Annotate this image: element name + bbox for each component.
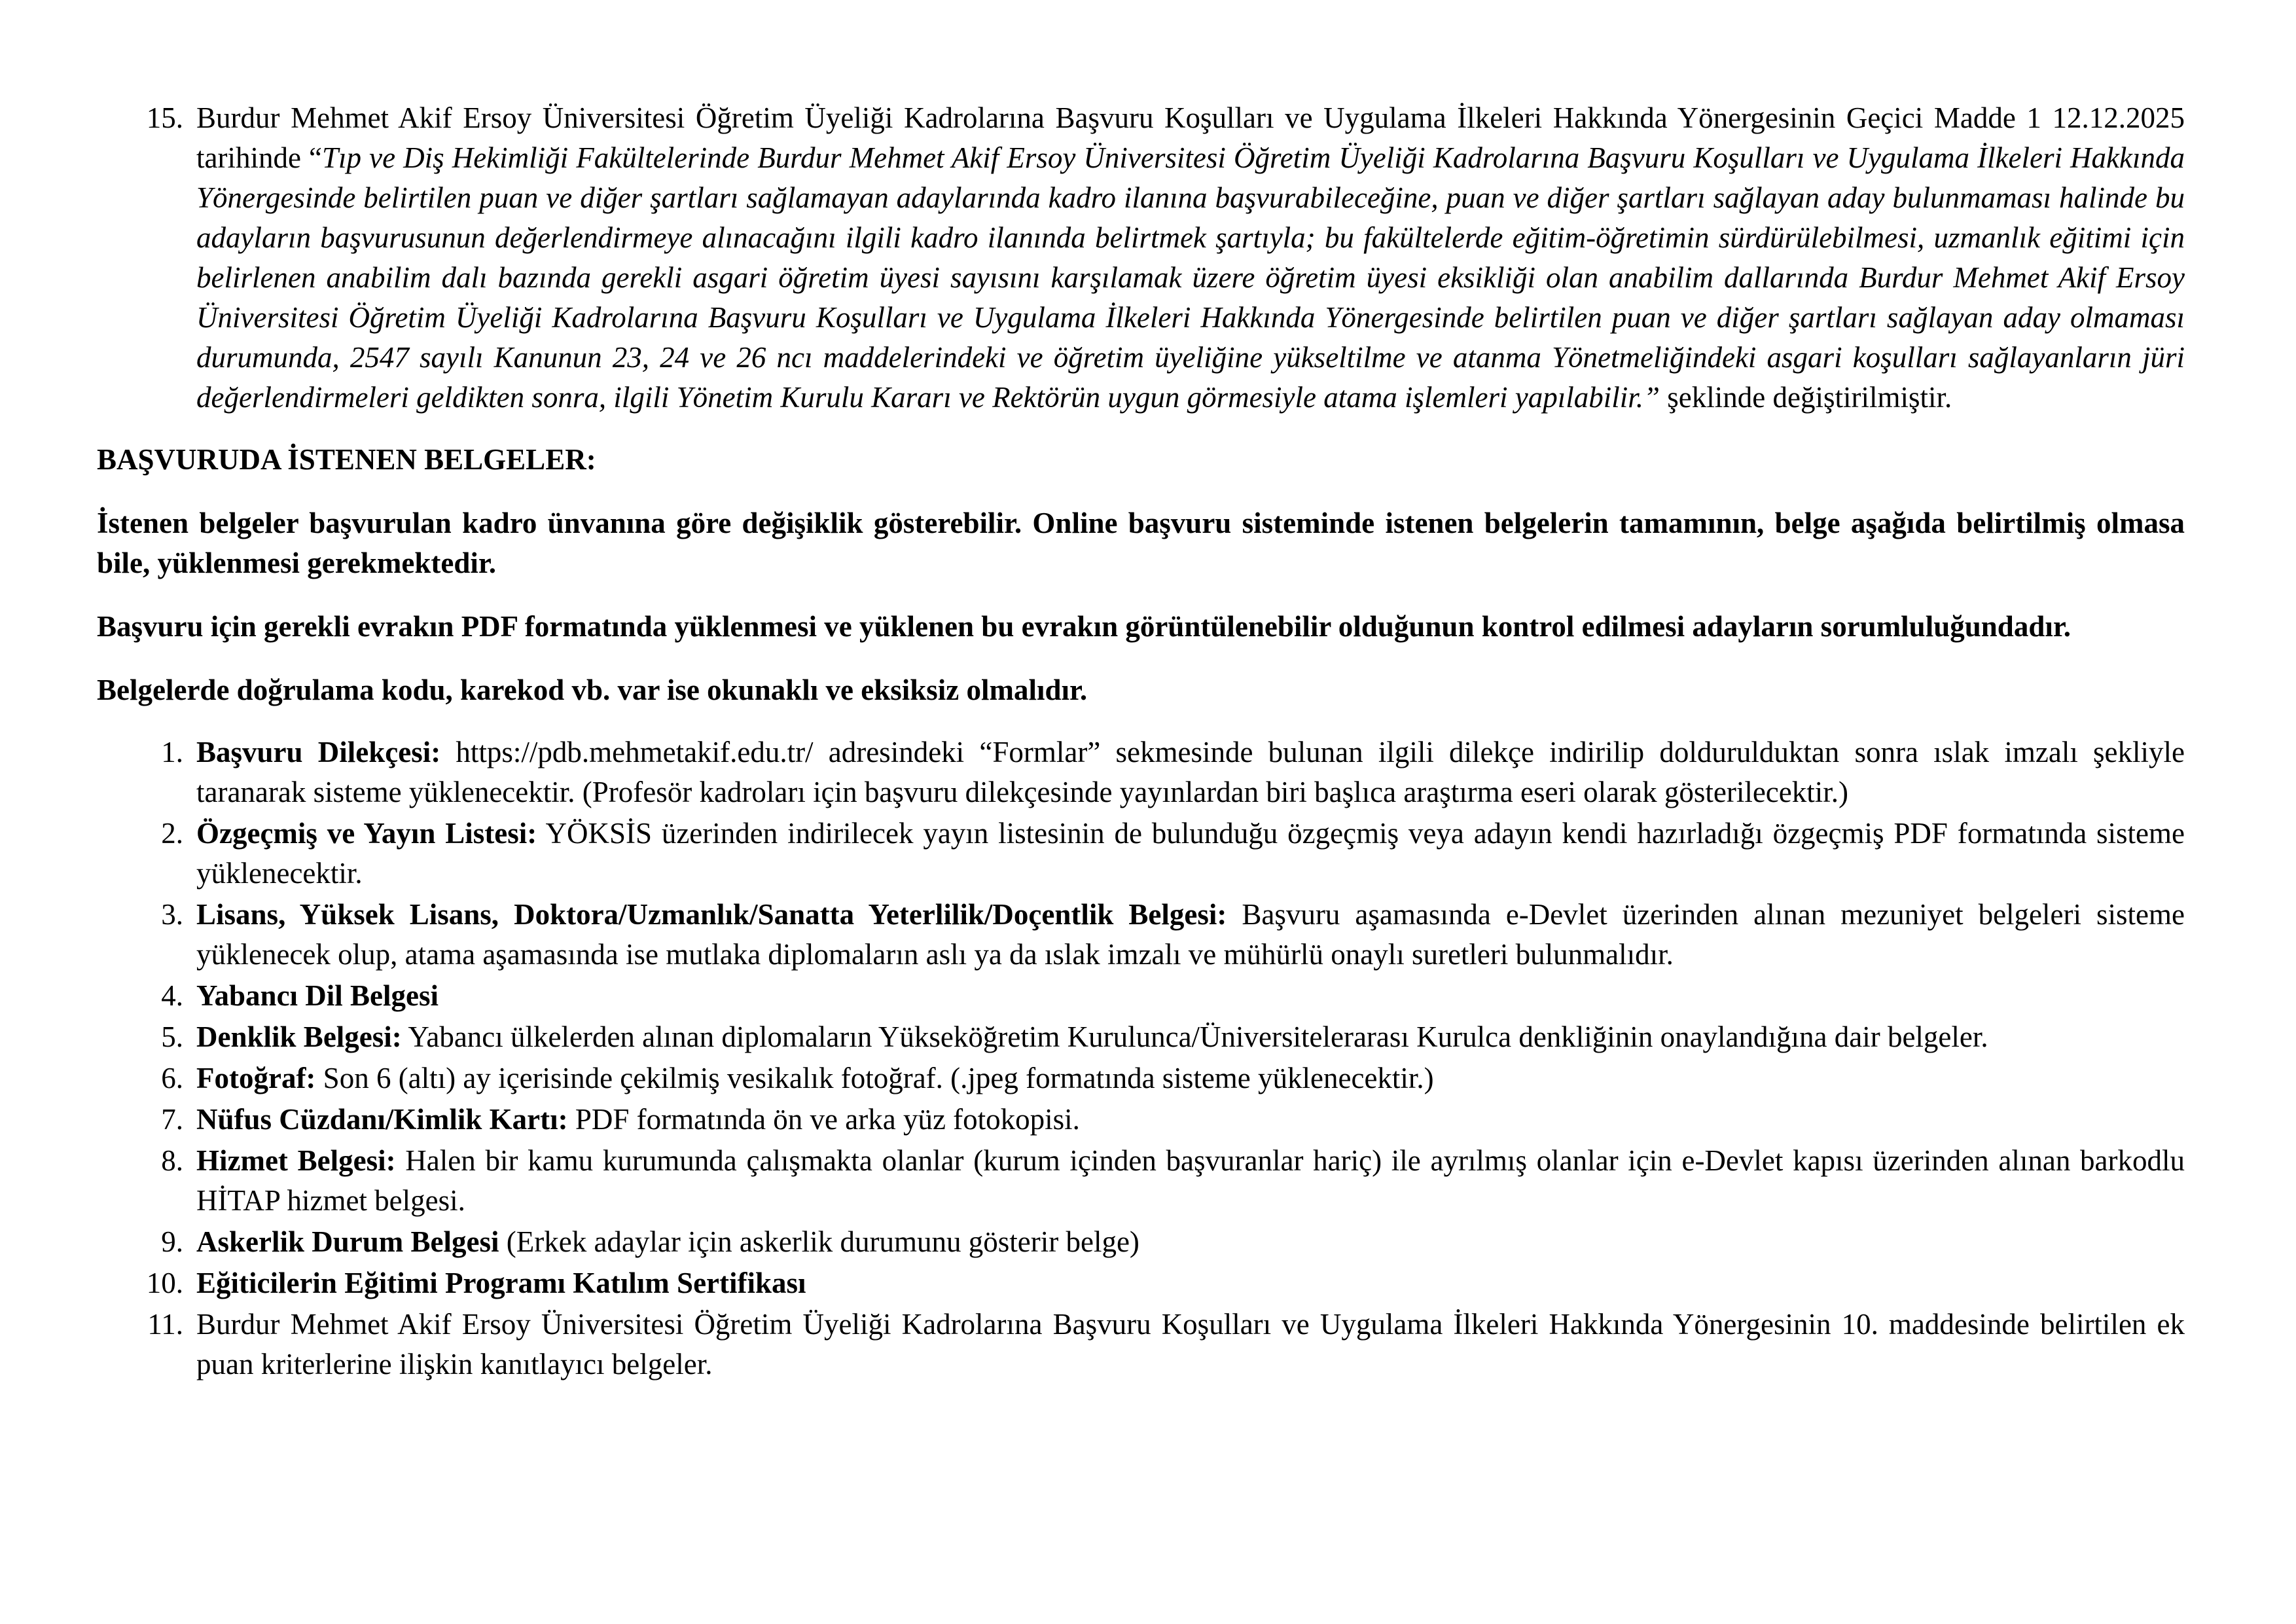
note-paragraph: İstenen belgeler başvurulan kadro ünvanına göre değişiklik gösterebilir. Online başvuru sisteminde istenen belgelerin tamamının, belge aşağıda belirtilmiş olmasa bile, yüklenmesi gerekmektedir. [97, 507, 2185, 579]
document-item [97, 1263, 2185, 1303]
document-item [97, 1305, 2185, 1384]
document-item [97, 1141, 2185, 1221]
document-title: Hizmet Belgesi: [196, 1144, 396, 1177]
list-item-number: 9. [161, 1225, 183, 1258]
document-item [97, 732, 2185, 812]
note-paragraph: Başvuru için gerekli evrakın PDF formatında yüklenmesi ve yüklenen bu evrakın görüntülenebilir olduğunun kontrol edilmesi adayların sorumluluğundadır. [97, 610, 2071, 643]
list-item-number: 7. [161, 1103, 183, 1136]
document-title: Askerlik Durum Belgesi [196, 1225, 499, 1258]
document-item [97, 976, 2185, 1016]
note-paragraph: Belgelerde doğrulama kodu, karekod vb. var ise okunaklı ve eksiksiz olmalıdır. [97, 674, 1088, 706]
document-title: Denklik Belgesi: [196, 1020, 402, 1053]
document-item [97, 1100, 2185, 1140]
regulation-quote: Tıp ve Diş Hekimliği Fakültelerinde Burdur Mehmet Akif Ersoy Üniversitesi Öğretim Üyeliği Kadrolarına Başvuru Koşulları ve Uygulama İlkeleri Hakkında Yönergesinde belirtilen puan ve diğer şartları sağlamayan adaylarında kadro ilanına başvurabileceğine, puan ve diğer şartları sağlayan aday bulunmaması halinde bu adayların başvurusunun değerlendirmeye alınacağını ilgili kadro ilanında belirtmek şartıyla; bu fakültelerde eğitim-öğretimin sürdürülebilmesi, uzmanlık eğitimi için belirlenen anabilim dalı bazında gerekli asgari öğretim üyesi sayısını karşılamak üzere öğretim üyesi eksikliği olan anabilim dallarında Burdur Mehmet Akif Ersoy Üniversitesi Öğretim Üyeliği Kadrolarına Başvuru Koşulları ve Uygulama İlkeleri Hakkında Yönergesinde belirtilen puan ve diğer şartları sağlayan aday olmaması durumunda, 2547 sayılı Kanunun 23, 24 ve 26 ncı maddelerindeki ve öğretim üyeliğine yükseltilme ve atanma Yönetmeliğindeki asgari koşulları sağlayanların jüri değerlendirmeleri geldikten sonra, ilgili Yönetim Kurulu Kararı ve Rektörün uygun görmesiyle atama işlemleri yapılabilir.” [196, 141, 2185, 414]
document-item [97, 814, 2185, 893]
document-description: (Erkek adaylar için askerlik durumunu gösterir belge) [499, 1225, 1139, 1258]
list-item-number: 2. [161, 817, 183, 850]
required-documents-list [97, 732, 2185, 1384]
list-item-number: 15. [146, 101, 183, 134]
document-title: Fotoğraf: [196, 1062, 316, 1094]
document-title: Başvuru Dilekçesi: [196, 736, 441, 768]
section-heading: BAŞVURUDA İSTENEN BELGELER: [97, 443, 596, 476]
regulation-change-list [97, 98, 2185, 418]
document-description: Burdur Mehmet Akif Ersoy Üniversitesi Öğretim Üyeliği Kadrolarına Başvuru Koşulları ve Uygulama İlkeleri Hakkında Yönergesinin 10. maddesinde belirtilen ek puan kriterlerine ilişkin kanıtlayıcı belgeler. [196, 1308, 2185, 1380]
regulation-text-tail: şeklinde değiştirilmiştir. [1660, 381, 1952, 414]
document-page [97, 98, 2185, 1386]
list-item-number: 10. [146, 1267, 183, 1299]
list-item-number: 11. [147, 1308, 183, 1341]
list-item-number: 6. [161, 1062, 183, 1094]
document-description: PDF formatında ön ve arka yüz fotokopisi. [567, 1103, 1080, 1136]
list-item-number: 3. [161, 898, 183, 931]
document-item [97, 1058, 2185, 1098]
document-description: Son 6 (altı) ay içerisinde çekilmiş vesikalık fotoğraf. (.jpeg formatında sisteme yüklenecektir.) [315, 1062, 1434, 1094]
list-item-number: 8. [161, 1144, 183, 1177]
list-item-number: 5. [161, 1020, 183, 1053]
document-title: Özgeçmiş ve Yayın Listesi: [196, 817, 537, 850]
document-title: Yabancı Dil Belgesi [196, 979, 439, 1012]
list-item-number: 1. [161, 736, 183, 768]
document-description: https://pdb.mehmetakif.edu.tr/ adresindeki “Formlar” sekmesinde bulunan ilgili dilekçe indirilip doldurulduktan sonra ıslak imzalı şekliyle taranarak sisteme yüklenecektir. (Profesör kadroları için başvuru dilekçesinde yayınlardan biri başlıca araştırma eseri olarak gösterilecektir.) [196, 736, 2185, 808]
document-item [97, 1017, 2185, 1057]
document-description: YÖKSİS üzerinden indirilecek yayın listesinin de bulunduğu özgeçmiş veya adayın kendi hazırladığı özgeçmiş PDF formatında sisteme yüklenecektir. [196, 817, 2185, 890]
document-title: Nüfus Cüzdanı/Kimlik Kartı: [196, 1103, 568, 1136]
document-description: Başvuru aşamasında e-Devlet üzerinden alınan mezuniyet belgeleri sisteme yüklenecek olup, atama aşamasında ise mutlaka diplomaların aslı ya da ıslak imzalı ve mühürlü onaylı suretleri bulunmalıdır. [196, 898, 2185, 971]
document-description: Halen bir kamu kurumunda çalışmakta olanlar (kurum içinden başvuranlar hariç) ile ayrılmış olanlar için e-Devlet kapısı üzerinden alınan barkodlu HİTAP hizmet belgesi. [196, 1144, 2185, 1217]
regulation-item-15 [97, 98, 2185, 418]
document-description: Yabancı ülkelerden alınan diplomaların Yükseköğretim Kurulunca/Üniversitelerarası Kurulca denkliğinin onaylandığına dair belgeler. [401, 1020, 1988, 1053]
document-title: Lisans, Yüksek Lisans, Doktora/Uzmanlık/Sanatta Yeterlilik/Doçentlik Belgesi: [196, 898, 1227, 931]
document-item [97, 1222, 2185, 1262]
document-title: Eğiticilerin Eğitimi Programı Katılım Sertifikası [196, 1267, 806, 1299]
document-item [97, 895, 2185, 975]
list-item-number: 4. [161, 979, 183, 1012]
regulation-text-lead: Burdur Mehmet Akif Ersoy Üniversitesi Öğretim Üyeliği Kadrolarına Başvuru Koşulları ve Uygulama İlkeleri Hakkında Yönergesinin Geçici Madde 1 12.12.2025 tarihinde “ [196, 101, 2185, 174]
